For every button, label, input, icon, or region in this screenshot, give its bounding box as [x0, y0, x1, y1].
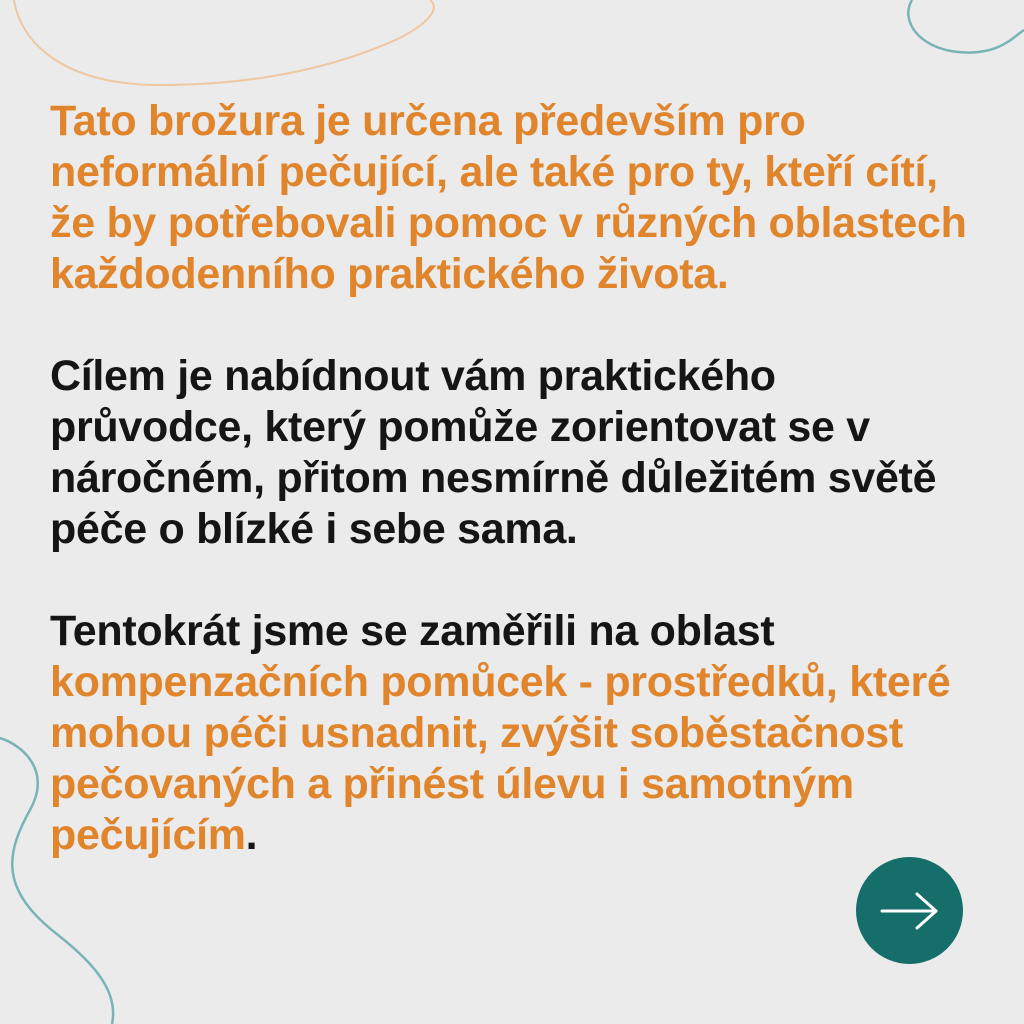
brochure-text: [50, 96, 970, 861]
teal-curve-top-right: [908, 0, 1024, 53]
topic-highlight: kompenzačních pomůcek - prostředků, které mohou péči usnadnit, zvýšit soběstačnost pečovaných a přinést úlevu i samotným pečujícím: [50, 658, 951, 859]
arrow-right-icon: [879, 891, 941, 931]
goal-paragraph: Cílem je nabídnout vám praktického průvodce, který pomůže zorientovat se v náročném, přitom nesmírně důležitém světě péče o blízké i sebe sama.: [50, 352, 937, 553]
topic-paragraph: [50, 606, 970, 861]
topic-end: .: [245, 811, 258, 859]
topic-lead: Tentokrát jsme se zaměřili na oblast: [50, 607, 775, 655]
next-button[interactable]: [856, 857, 963, 964]
intro-paragraph: Tato brožura je určena především pro neformální pečující, ale také pro ty, kteří cítí, že by potřebovali pomoc v různých oblastech každodenního praktického života.: [50, 97, 967, 298]
peach-curve-top: [14, 0, 434, 85]
